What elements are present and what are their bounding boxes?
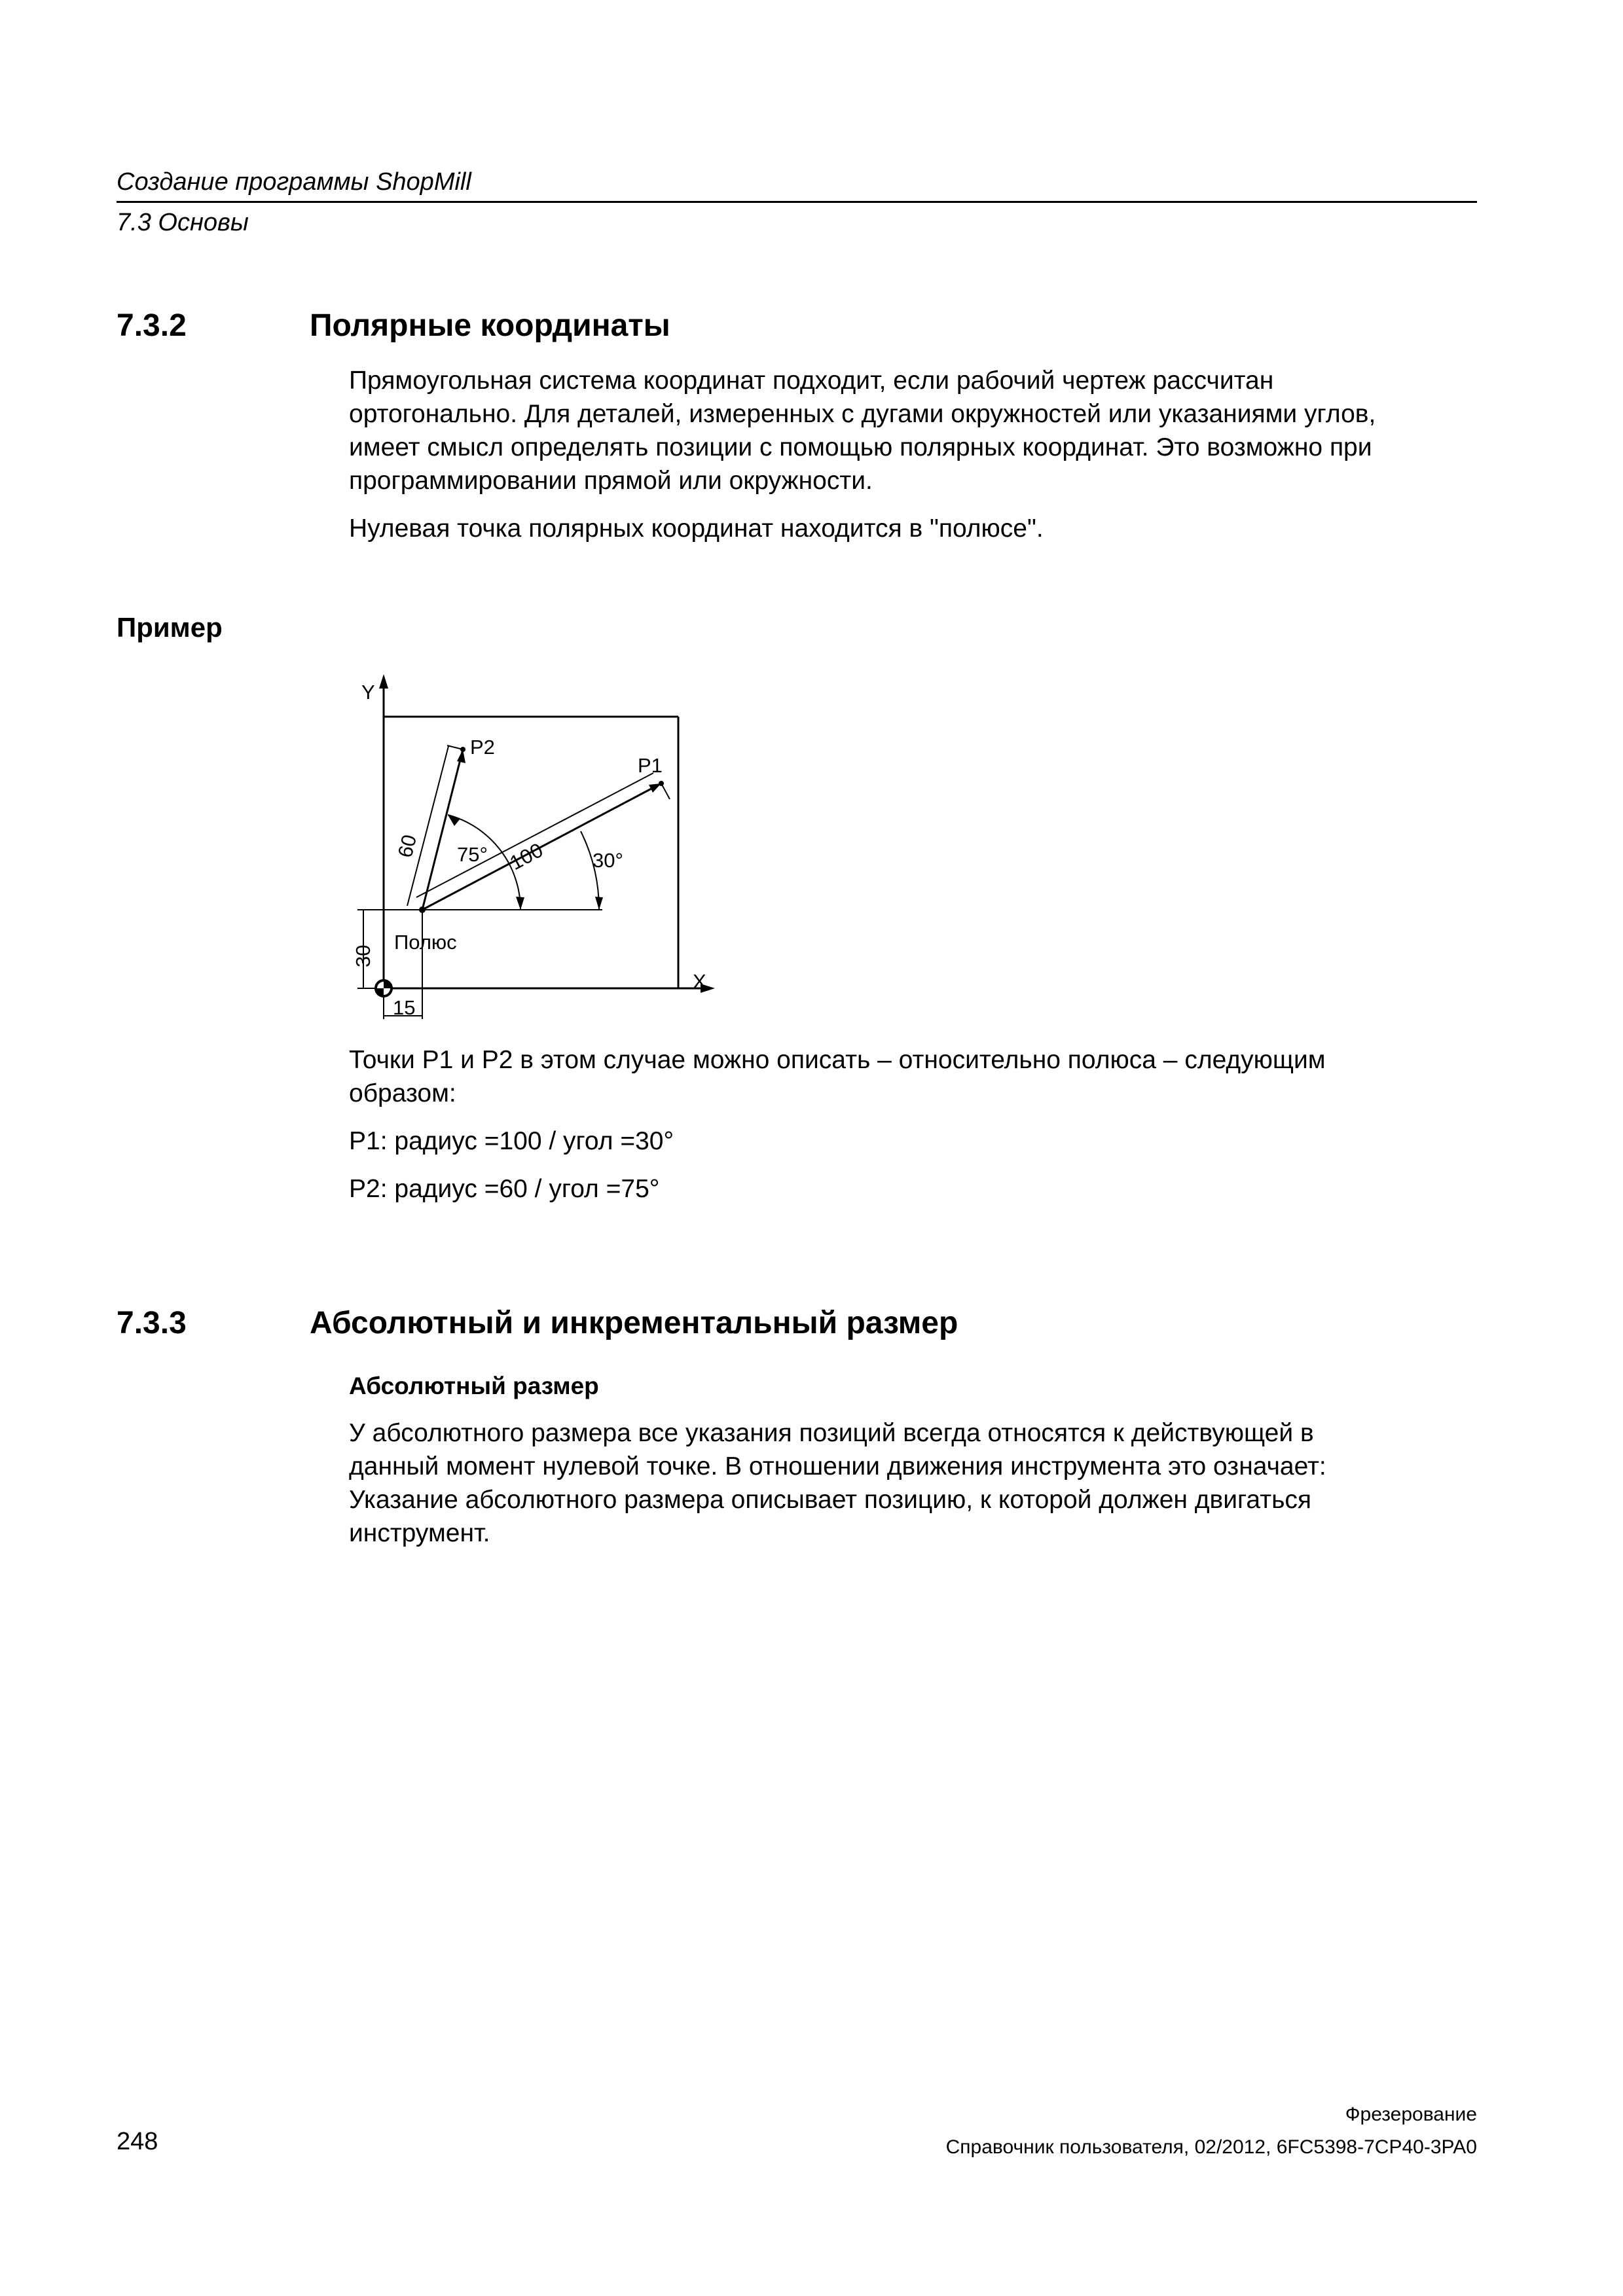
paragraph: У абсолютного размера все указания позиций всегда относятся к действующей в данный момент нулевой точке. В отношении движения инструмента это означает: Указание абсолютного размера описывает позицию, к которой должен двигаться инструмент. bbox=[349, 1419, 1326, 1547]
running-header-section: 7.3 Основы bbox=[117, 209, 249, 236]
section-732-number: 7.3.2 bbox=[117, 308, 187, 343]
section-733-body bbox=[349, 1416, 1527, 1550]
angle-75-arrowhead bbox=[516, 897, 524, 910]
section-732-heading bbox=[117, 308, 1360, 344]
y-axis-label: Y bbox=[361, 681, 375, 704]
footer-manual: Справочник пользователя, 02/2012, 6FC5398-7CP40-3PA0 bbox=[945, 2136, 1477, 2158]
p2-label: P2 bbox=[470, 736, 495, 759]
dim-60-line bbox=[407, 746, 448, 906]
p2-point bbox=[460, 747, 465, 752]
page-number: 248 bbox=[117, 2128, 158, 2155]
angle-30-label: 30° bbox=[593, 849, 623, 872]
dim-extension bbox=[661, 783, 670, 799]
polar-coordinates-figure bbox=[340, 668, 720, 1034]
length-100-label: 100 bbox=[505, 838, 547, 875]
section-733-number: 7.3.3 bbox=[117, 1306, 187, 1340]
example-body bbox=[349, 1043, 1527, 1206]
paragraph: Точки P1 и P2 в этом случае можно описать – относительно полюса – следующим образом: bbox=[349, 1046, 1326, 1107]
running-header-chapter: Создание программы ShopMill bbox=[117, 168, 471, 196]
y-axis-arrowhead bbox=[379, 674, 388, 689]
section-732-title: Полярные координаты bbox=[310, 308, 670, 343]
footer-product: Фрезерование bbox=[1345, 2104, 1477, 2125]
paragraph: P1: радиус =100 / угол =30° bbox=[349, 1127, 674, 1155]
paragraph: P2: радиус =60 / угол =75° bbox=[349, 1175, 660, 1203]
pole-label: Полюс bbox=[394, 931, 457, 954]
p1-point bbox=[659, 781, 664, 786]
pole-point bbox=[419, 906, 426, 913]
x-axis-label: X bbox=[693, 970, 706, 993]
dim-30-label: 30 bbox=[352, 944, 374, 967]
p2-vector bbox=[422, 749, 463, 910]
paragraph: Прямоугольная система координат подходит, если рабочий чертеж рассчитан ортогонально. Для деталей, измеренных с дугами окружностей или указаниями углов, имеет смысл определять позиции с помощью полярных координат. Это возможно при программировании прямой или окружности. bbox=[349, 367, 1376, 495]
header-rule bbox=[117, 201, 1477, 203]
length-60-label: 60 bbox=[393, 832, 422, 860]
section-733-heading bbox=[117, 1305, 1360, 1342]
paragraph: Нулевая точка полярных координат находится в "полюсе". bbox=[349, 514, 1044, 543]
origin-icon bbox=[376, 980, 392, 996]
dim-15-label: 15 bbox=[393, 996, 416, 1019]
section-732-body bbox=[349, 364, 1527, 545]
example-heading: Пример bbox=[117, 612, 223, 643]
angle-30-arrowhead bbox=[595, 897, 603, 910]
p1-label: P1 bbox=[638, 754, 663, 777]
section-733-title: Абсолютный и инкрементальный размер bbox=[310, 1306, 958, 1340]
angle-75-label: 75° bbox=[457, 843, 488, 866]
section-733-subheading: Абсолютный размер bbox=[349, 1372, 599, 1399]
